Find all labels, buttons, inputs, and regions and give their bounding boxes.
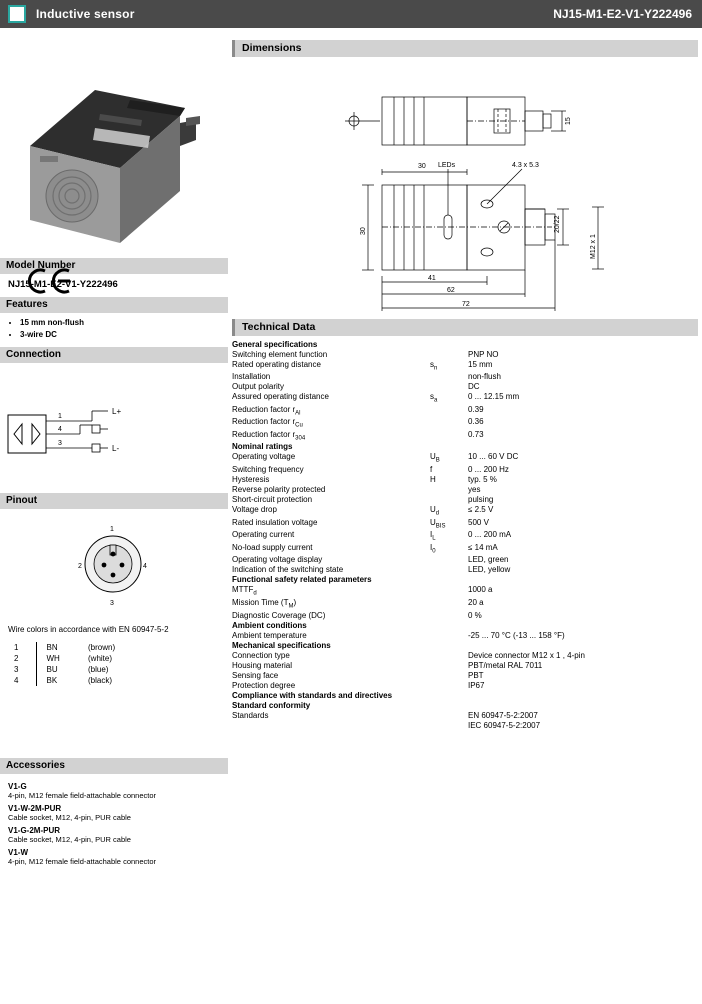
svg-text:72: 72 bbox=[462, 301, 470, 308]
table-row bbox=[232, 372, 698, 382]
row-symbol: $U_d$ bbox=[430, 505, 440, 517]
row-symbol: H bbox=[430, 475, 436, 485]
row-label: Reduction factor $r_{Cu}$ bbox=[232, 417, 303, 429]
list-item: • 3-wire DC bbox=[20, 330, 228, 339]
row-value: EN 60947-5-2:2007 bbox=[468, 710, 538, 720]
row-value: PBT bbox=[468, 670, 484, 680]
row-symbol: f bbox=[430, 465, 433, 475]
row-label: Hysteresis bbox=[232, 475, 270, 485]
row-value: 1000 a bbox=[468, 585, 493, 595]
wire-name: (blue) bbox=[88, 665, 109, 674]
row-symbol bbox=[430, 495, 468, 505]
group-heading: Mechanical specifications bbox=[232, 640, 331, 650]
accessory-desc: 4-pin, M12 female field-attachable connector bbox=[8, 857, 157, 866]
row-label: Diagnostic Coverage (DC) bbox=[232, 610, 326, 620]
row-label: Short-circuit protection bbox=[232, 495, 313, 505]
accessories-list bbox=[0, 774, 228, 866]
svg-text:L+: L+ bbox=[112, 407, 122, 416]
row-value: pulsing bbox=[468, 495, 494, 505]
wire-code: BN bbox=[36, 642, 78, 653]
row-label bbox=[232, 720, 430, 730]
row-label: Operating voltage display bbox=[232, 555, 323, 565]
accessory-name: V1-G bbox=[8, 782, 27, 791]
group-heading: Functional safety related parameters bbox=[232, 575, 372, 585]
connection-diagram bbox=[0, 363, 228, 493]
table-row bbox=[232, 680, 698, 690]
table-row bbox=[232, 620, 698, 630]
svg-text:4: 4 bbox=[143, 563, 147, 570]
row-value: PBT/metal RAL 7011 bbox=[468, 660, 543, 670]
table-row bbox=[232, 555, 698, 565]
row-label: Ambient temperature bbox=[232, 630, 307, 640]
row-label: Indication of the switching state bbox=[232, 565, 344, 575]
table-row bbox=[232, 720, 698, 730]
row-value: LED, yellow bbox=[468, 565, 511, 575]
row-value: 0 ... 12.15 mm bbox=[468, 392, 520, 402]
features-list bbox=[0, 318, 228, 339]
wire-num: 4 bbox=[14, 676, 19, 685]
dimensions-heading: Dimensions bbox=[232, 40, 698, 57]
wire-name: (brown) bbox=[88, 643, 116, 652]
row-symbol bbox=[430, 710, 468, 720]
table-row bbox=[232, 542, 698, 555]
row-value: ≤ 2.5 V bbox=[468, 505, 494, 515]
row-label: No-load supply current bbox=[232, 542, 313, 552]
row-label: Rated operating distance bbox=[232, 359, 321, 369]
row-symbol bbox=[430, 485, 468, 495]
row-symbol bbox=[430, 555, 468, 565]
table-row bbox=[14, 675, 115, 686]
row-symbol bbox=[430, 680, 468, 690]
connection-heading: Connection bbox=[0, 347, 228, 363]
accessory-name: V1-W-2M-PUR bbox=[8, 804, 62, 813]
table-row bbox=[232, 640, 698, 650]
row-value: Device connector M12 x 1 , 4-pin bbox=[468, 650, 585, 660]
svg-text:M12 x 1: M12 x 1 bbox=[590, 234, 597, 259]
row-value: non-flush bbox=[468, 372, 501, 382]
row-value: IEC 60947-5-2:2007 bbox=[468, 720, 541, 730]
features-heading: Features bbox=[0, 297, 228, 313]
row-value: -25 ... 70 °C (-13 ... 158 °F) bbox=[468, 630, 565, 640]
table-row bbox=[232, 475, 698, 485]
row-symbol: $U_{BIS}$ bbox=[430, 517, 446, 530]
row-symbol bbox=[430, 650, 468, 660]
wire-code: BU bbox=[36, 664, 78, 675]
table-row bbox=[14, 642, 115, 653]
row-value: 0.73 bbox=[468, 429, 484, 439]
table-row bbox=[232, 630, 698, 640]
row-label: Installation bbox=[232, 372, 271, 382]
table-row bbox=[232, 598, 698, 611]
dimensions-diagram bbox=[232, 57, 698, 319]
ce-mark-icon bbox=[25, 268, 77, 294]
accessory-desc: 4-pin, M12 female field-attachable connector bbox=[8, 791, 157, 800]
table-row bbox=[232, 442, 698, 452]
table-row bbox=[232, 710, 698, 720]
row-symbol bbox=[430, 610, 468, 620]
svg-text:1: 1 bbox=[58, 413, 62, 420]
table-row bbox=[14, 653, 115, 664]
table-row bbox=[232, 359, 698, 372]
product-photo bbox=[0, 28, 228, 258]
row-label: Reduction factor $r_{Al}$ bbox=[232, 404, 301, 417]
row-symbol bbox=[430, 630, 468, 640]
row-symbol bbox=[430, 404, 468, 417]
row-value: 500 V bbox=[468, 517, 489, 527]
row-label: Assured operating distance bbox=[232, 392, 329, 402]
row-value: 20 a bbox=[468, 598, 484, 608]
group-heading: Nominal ratings bbox=[232, 442, 293, 452]
row-symbol: $I_0$ bbox=[430, 542, 436, 555]
list-item: • 15 mm non-flush bbox=[20, 318, 228, 327]
svg-text:1: 1 bbox=[110, 526, 114, 533]
svg-text:4: 4 bbox=[58, 426, 62, 433]
table-row bbox=[232, 690, 698, 700]
table-row bbox=[232, 585, 698, 598]
left-column bbox=[0, 28, 228, 1004]
header-model-number: NJ15-M1-E2-V1-Y222496 bbox=[553, 7, 692, 21]
model-number-heading: Model Number bbox=[0, 258, 228, 274]
svg-text:3: 3 bbox=[110, 600, 114, 607]
row-symbol bbox=[430, 670, 468, 680]
svg-text:62: 62 bbox=[447, 287, 455, 294]
row-label: Operating voltage bbox=[232, 452, 296, 462]
row-value: 0.36 bbox=[468, 417, 484, 427]
wire-name: (white) bbox=[88, 654, 113, 663]
table-row bbox=[232, 392, 698, 405]
row-value: yes bbox=[468, 485, 481, 495]
svg-text:4.3 x 5.3: 4.3 x 5.3 bbox=[512, 162, 539, 169]
row-label: Standards bbox=[232, 710, 269, 720]
row-symbol: $I_L$ bbox=[430, 530, 436, 542]
table-row bbox=[232, 700, 698, 710]
row-symbol bbox=[430, 349, 468, 359]
svg-text:3: 3 bbox=[58, 440, 62, 447]
table-row bbox=[232, 530, 698, 543]
svg-text:L-: L- bbox=[112, 444, 120, 453]
row-symbol bbox=[430, 417, 468, 430]
row-label: Voltage drop bbox=[232, 505, 277, 515]
table-row bbox=[232, 349, 698, 359]
svg-text:30: 30 bbox=[418, 163, 426, 170]
pinout-diagram bbox=[0, 509, 228, 619]
svg-text:LEDs: LEDs bbox=[438, 162, 456, 169]
row-label: Housing material bbox=[232, 660, 293, 670]
group-heading: Compliance with standards and directives bbox=[232, 690, 393, 700]
row-label: Reduction factor $r_{304}$ bbox=[232, 429, 306, 442]
table-row bbox=[232, 517, 698, 530]
page-title: Inductive sensor bbox=[36, 7, 135, 21]
pinout-heading: Pinout bbox=[0, 493, 228, 509]
table-row bbox=[14, 664, 115, 675]
table-row bbox=[232, 610, 698, 620]
square-logo-icon bbox=[8, 5, 26, 23]
row-label: Mission Time $(T_M)$ bbox=[232, 598, 297, 610]
row-value: DC bbox=[468, 382, 480, 392]
accessory-name: V1-W bbox=[8, 848, 28, 857]
wire-code: WH bbox=[36, 653, 78, 664]
table-row bbox=[232, 505, 698, 518]
svg-text:2: 2 bbox=[78, 563, 82, 570]
table-row bbox=[232, 429, 698, 442]
row-label: Protection degree bbox=[232, 680, 296, 690]
row-value: 0 ... 200 Hz bbox=[468, 465, 509, 475]
row-label: Output polarity bbox=[232, 382, 285, 392]
svg-text:41: 41 bbox=[428, 275, 436, 282]
row-symbol bbox=[430, 660, 468, 670]
row-symbol bbox=[430, 598, 468, 611]
table-row bbox=[232, 670, 698, 680]
table-row bbox=[232, 382, 698, 392]
svg-text:20/22: 20/22 bbox=[554, 215, 561, 233]
page-header bbox=[0, 0, 702, 28]
table-row bbox=[232, 495, 698, 505]
row-value: 0 ... 200 mA bbox=[468, 530, 512, 540]
technical-data-table bbox=[232, 339, 698, 730]
technical-data-heading: Technical Data bbox=[232, 319, 698, 336]
wire-color-note: Wire colors in accordance with EN 60947-5-2 bbox=[8, 625, 169, 634]
row-label: Rated insulation voltage bbox=[232, 517, 318, 527]
table-row bbox=[232, 417, 698, 430]
row-label: Switching frequency bbox=[232, 465, 304, 475]
wire-name: (black) bbox=[88, 676, 113, 685]
table-row bbox=[232, 660, 698, 670]
accessory-name: V1-G-2M-PUR bbox=[8, 826, 61, 835]
group-heading: Ambient conditions bbox=[232, 620, 307, 630]
row-label: Operating current bbox=[232, 530, 295, 540]
row-symbol: $s_a$ bbox=[430, 392, 438, 404]
row-value: 10 ... 60 V DC bbox=[468, 452, 519, 462]
row-symbol bbox=[430, 720, 468, 730]
accessories-heading: Accessories bbox=[0, 758, 228, 774]
table-row bbox=[232, 565, 698, 575]
row-label: Switching element function bbox=[232, 349, 328, 359]
row-value: typ. 5 % bbox=[468, 475, 497, 485]
table-row bbox=[232, 452, 698, 465]
svg-text:30: 30 bbox=[360, 227, 367, 235]
svg-text:15: 15 bbox=[565, 117, 572, 125]
row-symbol: $U_B$ bbox=[430, 452, 440, 465]
row-symbol bbox=[430, 565, 468, 575]
accessory-desc: Cable socket, M12, 4-pin, PUR cable bbox=[8, 813, 131, 822]
row-label: $MTTF_d$ bbox=[232, 585, 257, 598]
row-value: 0.39 bbox=[468, 404, 484, 414]
table-row bbox=[232, 485, 698, 495]
right-column bbox=[232, 40, 698, 730]
wire-code: BK bbox=[36, 675, 78, 686]
row-value: 15 mm bbox=[468, 359, 493, 369]
row-value: PNP NO bbox=[468, 349, 499, 359]
wire-num: 2 bbox=[14, 654, 19, 663]
table-row bbox=[232, 404, 698, 417]
row-value: ≤ 14 mA bbox=[468, 542, 498, 552]
subgroup-heading: Standard conformity bbox=[232, 700, 311, 710]
wire-num: 3 bbox=[14, 665, 19, 674]
row-label: Reverse polarity protected bbox=[232, 485, 326, 495]
row-symbol bbox=[430, 429, 468, 442]
row-symbol bbox=[430, 372, 468, 382]
row-value: LED, green bbox=[468, 555, 509, 565]
accessory-desc: Cable socket, M12, 4-pin, PUR cable bbox=[8, 835, 131, 844]
row-symbol bbox=[430, 382, 468, 392]
row-value: IP67 bbox=[468, 680, 485, 690]
row-label: Connection type bbox=[232, 650, 290, 660]
wire-table bbox=[14, 642, 115, 686]
table-row bbox=[232, 575, 698, 585]
wire-num: 1 bbox=[14, 643, 19, 652]
table-row bbox=[232, 339, 698, 349]
table-row bbox=[232, 465, 698, 475]
row-label: Sensing face bbox=[232, 670, 279, 680]
table-row bbox=[232, 650, 698, 660]
row-symbol bbox=[430, 585, 468, 598]
row-symbol: $s_n$ bbox=[430, 359, 438, 372]
model-number-value: NJ15-M1-E2-V1-Y222496 bbox=[8, 279, 118, 290]
row-value: 0 % bbox=[468, 610, 482, 620]
group-heading: General specifications bbox=[232, 339, 318, 349]
